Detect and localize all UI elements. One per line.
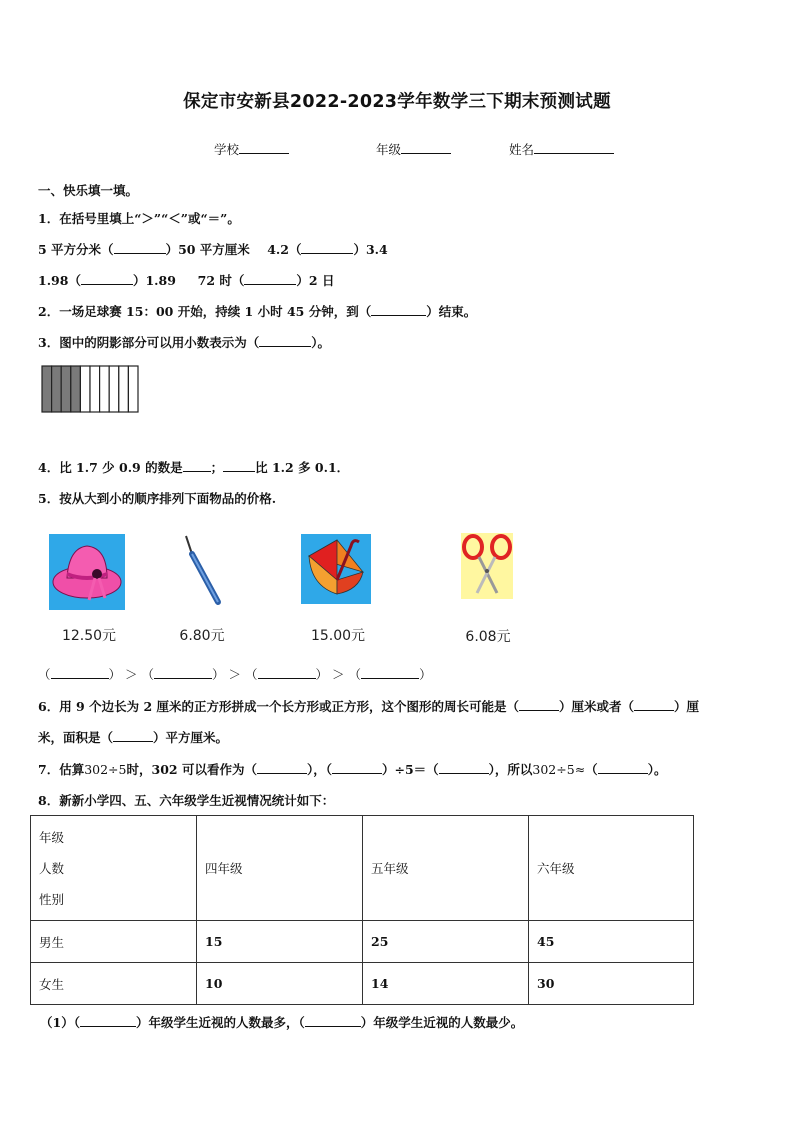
table-cell: 10 <box>197 963 363 1005</box>
gt-sign: ＞ <box>332 667 345 682</box>
row-label: 女生 <box>31 963 197 1005</box>
q7-text: （ <box>585 762 598 777</box>
q8-sub1 <box>40 1013 523 1031</box>
grade-label: 年级 <box>376 142 402 157</box>
q7 <box>38 760 666 778</box>
shaded-column <box>52 366 62 412</box>
q1-text: 4.2（ <box>267 242 302 257</box>
table-cell: 30 <box>529 963 694 1005</box>
row-label: 男生 <box>31 921 197 963</box>
grade-field <box>376 140 451 158</box>
q4-text: ； <box>210 460 224 475</box>
table-cell: 15 <box>197 921 363 963</box>
answer-blank[interactable] <box>519 698 559 711</box>
answer-blank[interactable] <box>80 1014 136 1027</box>
q2 <box>38 302 476 320</box>
q1-row2 <box>38 271 334 289</box>
section-heading: 一、快乐填一填。 <box>38 183 139 198</box>
shaded-decimal-figure <box>40 365 140 413</box>
q1-prompt: 1．在括号里填上“＞”“＜”或“＝”。 <box>38 211 240 226</box>
q1-text: 5 平方分米（ <box>38 242 114 257</box>
corner-grade: 年级 <box>39 829 65 845</box>
table-row <box>31 921 694 963</box>
answer-blank[interactable] <box>223 459 255 472</box>
q1-text: ）2 日 <box>296 273 335 288</box>
paren: （ <box>38 667 51 682</box>
table-cell: 45 <box>529 921 694 963</box>
corner-count: 人数 <box>39 860 65 876</box>
table-corner-cell <box>31 816 197 921</box>
answer-blank[interactable] <box>114 241 166 254</box>
q7-text: ）÷5＝（ <box>381 762 439 777</box>
answer-blank[interactable] <box>51 666 109 679</box>
answer-blank[interactable] <box>332 761 382 774</box>
pen-icon <box>178 532 228 608</box>
q6-text: 米，面积是（ <box>38 730 114 745</box>
school-field <box>214 140 289 158</box>
grade-blank[interactable] <box>401 140 451 154</box>
price-label: 15.00元 <box>310 628 366 644</box>
q7-text: 时，302 可以看作为（ <box>126 762 257 777</box>
paren: （ <box>141 667 155 682</box>
price-label: 12.50元 <box>61 628 117 644</box>
q7-expression: 302÷5≈ <box>532 762 586 777</box>
q1-text: 72 时（ <box>197 273 245 288</box>
q7-expression: 302÷5 <box>84 762 127 777</box>
name-label: 姓名 <box>509 142 535 157</box>
q3-text: 3．图中的阴影部分可以用小数表示为（ <box>38 335 260 350</box>
shaded-column <box>71 366 81 412</box>
paren: ） <box>108 667 122 682</box>
q3-text: ）。 <box>311 335 330 350</box>
q8-text: ）年级学生近视的人数最多，（ <box>135 1015 305 1030</box>
answer-blank[interactable] <box>244 272 296 285</box>
answer-blank[interactable] <box>305 1014 361 1027</box>
q1-row1 <box>38 240 388 258</box>
gt-sign: ＞ <box>228 667 242 682</box>
table-cell: 14 <box>363 963 529 1005</box>
q1-text: ）50 平方厘米 <box>165 242 250 257</box>
school-blank[interactable] <box>239 140 289 154</box>
q1-text: ）3.4 <box>353 242 388 257</box>
column-header: 五年级 <box>363 816 529 921</box>
empty-column <box>80 366 90 412</box>
answer-blank[interactable] <box>183 459 211 472</box>
shaded-column <box>42 366 52 412</box>
q6-text: ）平方厘米。 <box>153 730 229 745</box>
q6-text: ）厘 <box>674 699 700 714</box>
myopia-stats-table <box>30 815 694 1005</box>
answer-blank[interactable] <box>258 666 316 679</box>
scissors-icon <box>461 533 513 599</box>
page-title: 保定市安新县2022-2023学年数学三下期末预测试题 <box>183 92 611 112</box>
q4 <box>38 458 349 476</box>
umbrella-icon <box>301 534 371 604</box>
empty-column <box>128 366 138 412</box>
q7-text: ），所以 <box>488 762 533 777</box>
answer-blank[interactable] <box>259 334 311 347</box>
name-field <box>509 140 614 158</box>
column-header: 四年级 <box>197 816 363 921</box>
gt-sign: ＞ <box>125 667 138 682</box>
q8-text: （1）（ <box>40 1015 80 1030</box>
q7-text: 7．估算 <box>38 762 85 777</box>
answer-blank[interactable] <box>113 729 153 742</box>
q1-text: ）1.89 <box>132 273 176 288</box>
answer-blank[interactable] <box>301 241 353 254</box>
answer-blank[interactable] <box>598 761 648 774</box>
q6-line2 <box>38 728 228 746</box>
paren: （ <box>245 667 258 682</box>
q7-text: ）。 <box>647 762 667 777</box>
paren: （ <box>348 667 362 682</box>
column-header: 六年级 <box>529 816 694 921</box>
answer-blank[interactable] <box>81 272 133 285</box>
empty-column <box>119 366 129 412</box>
answer-blank[interactable] <box>634 698 674 711</box>
q8-text: ）年级学生近视的人数最少。 <box>360 1015 524 1030</box>
q8-prompt: 8．新新小学四、五、六年级学生近视情况统计如下： <box>38 793 335 808</box>
paren: ） <box>212 667 225 682</box>
table-header-row <box>31 816 694 921</box>
q3 <box>38 333 330 351</box>
q5-answer-row <box>38 665 432 683</box>
price-label: 6.08元 <box>465 629 511 645</box>
answer-blank[interactable] <box>361 666 419 679</box>
empty-column <box>100 366 110 412</box>
q1-text: 1.98（ <box>38 273 81 288</box>
corner-gender: 性别 <box>39 891 65 907</box>
hat-icon <box>49 534 125 610</box>
paren: ） <box>419 667 432 682</box>
q5-prompt: 5．按从大到小的顺序排列下面物品的价格. <box>38 491 277 506</box>
table-cell: 25 <box>363 921 529 963</box>
q2-text: 2．一场足球赛 15：00 开始，持续 1 小时 45 分钟，到（ <box>38 304 372 319</box>
shaded-column <box>61 366 71 412</box>
q6-line1 <box>38 697 699 715</box>
price-label: 6.80元 <box>179 628 225 644</box>
q6-text: 6．用 9 个边长为 2 厘米的正方形拼成一个长方形或正方形，这个图形的周长可能是（ <box>38 699 520 714</box>
name-blank[interactable] <box>534 140 614 154</box>
q4-text: 4．比 1.7 少 0.9 的数是 <box>38 460 183 475</box>
q6-text: ）厘米或者（ <box>559 699 635 714</box>
q4-text: 比 1.2 多 0.1． <box>255 460 350 475</box>
q2-text: ）结束。 <box>426 304 477 319</box>
empty-column <box>109 366 119 412</box>
school-label: 学校 <box>214 142 240 157</box>
answer-blank[interactable] <box>257 761 307 774</box>
table-row <box>31 963 694 1005</box>
paren: ） <box>315 667 329 682</box>
answer-blank[interactable] <box>439 761 489 774</box>
answer-blank[interactable] <box>371 303 426 316</box>
answer-blank[interactable] <box>154 666 212 679</box>
empty-column <box>90 366 100 412</box>
q7-text: ），（ <box>306 762 332 777</box>
